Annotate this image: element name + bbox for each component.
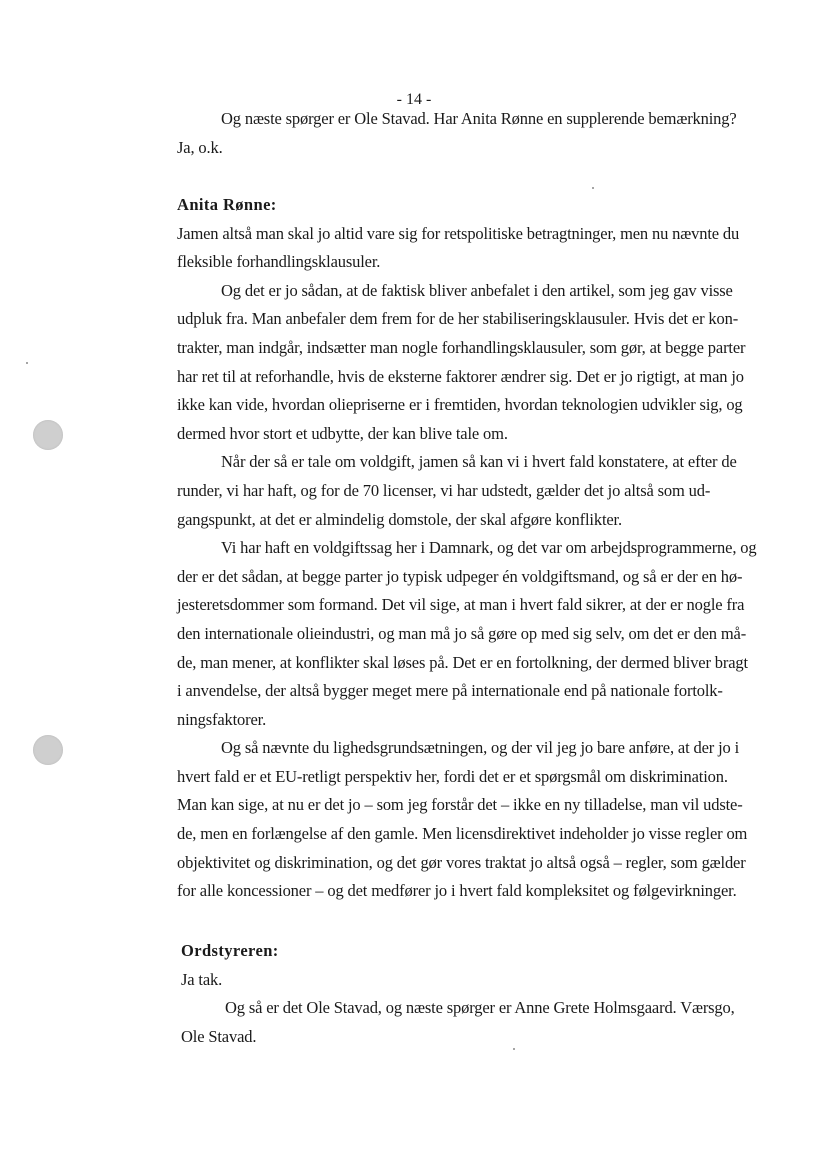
- paragraph-line: ningsfaktorer.: [177, 709, 267, 729]
- paragraph-line: udpluk fra. Man anbefaler dem frem for de her stabiliseringsklausuler. Hvis det er kon-: [177, 309, 739, 329]
- paragraph-line: trakter, man indgår, indsætter man nogle forhandlingsklausuler, som gør, at begge parter: [177, 337, 746, 357]
- paragraph-line: runder, vi har haft, og for de 70 licenser, vi har udstedt, gælder det jo altså som ud-: [177, 480, 711, 500]
- paragraph-line: hvert fald er et EU-retligt perspektiv her, fordi det er et spørgsmål om diskrimination.: [177, 766, 728, 786]
- paragraph-line: Og så er det Ole Stavad, og næste spørger er Anne Grete Holmsgaard. Værsgo,: [225, 998, 735, 1018]
- paragraph-line: Ja tak.: [181, 969, 223, 989]
- paragraph-line: jesteretsdommer som formand. Det vil sige, at man i hvert fald sikrer, at der er nogle fra: [177, 595, 745, 615]
- paragraph-line: Og det er jo sådan, at de faktisk bliver anbefalet i den artikel, som jeg gav visse: [221, 280, 733, 300]
- paragraph-line: Vi har haft en voldgiftssag her i Damnark, og det var om arbejdsprogrammerne, og: [221, 538, 757, 558]
- speaker-heading: Ordstyreren:: [181, 941, 279, 960]
- paragraph-line: for alle koncessioner – og det medfører jo i hvert fald kompleksitet og følgevirkninger.: [177, 881, 737, 901]
- paragraph-line: Og næste spørger er Ole Stavad. Har Anita Rønne en supplerende bemærkning?: [221, 109, 737, 128]
- paragraph-line: gangspunkt, at det er almindelig domstole, der skal afgøre konflikter.: [177, 509, 622, 529]
- paragraph-line: der er det sådan, at begge parter jo typisk udpeger én voldgiftsmand, og så er der en hø-: [177, 566, 743, 586]
- transcript-block-1: [177, 191, 777, 906]
- paragraph-line: Ja, o.k.: [177, 137, 223, 157]
- transcript-block-2: [181, 937, 781, 1051]
- paragraph-line: de, men en forlængelse af den gamle. Men licensdirektivet indeholder jo visse regler om: [177, 824, 748, 844]
- paragraph-line: den internationale olieindustri, og man må jo så gøre op med sig selv, om det er den må-: [177, 623, 747, 643]
- paragraph-line: har ret til at reforhandle, hvis de eksterne faktorer ændrer sig. Det er jo rigtigt, at man jo: [177, 366, 744, 386]
- punch-hole-upper: [33, 420, 63, 450]
- paragraph-line: Når der så er tale om voldgift, jamen så kan vi i hvert fald konstatere, at efter de: [221, 452, 737, 472]
- scan-speck: [26, 362, 28, 364]
- paragraph-line: Og så nævnte du lighedsgrundsætningen, og der vil jeg jo bare anføre, at der jo i: [221, 738, 740, 758]
- speaker-heading: Anita Rønne:: [177, 195, 277, 214]
- transcript-block-0: [177, 105, 777, 162]
- paragraph-line: i anvendelse, der altså bygger meget mere på internationale end på nationale fortolk-: [177, 681, 723, 701]
- paragraph-line: de, man mener, at konflikter skal løses på. Det er en fortolkning, der dermed bliver bragt: [177, 652, 748, 672]
- page-number: - 14 -: [396, 91, 432, 108]
- paragraph-line: objektivitet og diskrimination, og det gør vores traktat jo altså også – regler, som gælder: [177, 852, 746, 872]
- paragraph-line: fleksible forhandlingsklausuler.: [177, 252, 381, 272]
- scan-speck: [592, 187, 594, 189]
- paragraph-line: ikke kan vide, hvordan oliepriserne er i fremtiden, hvordan teknologien udvikler sig, og: [177, 395, 743, 415]
- paragraph-line: dermed hvor stort et udbytte, der kan blive tale om.: [177, 423, 508, 443]
- paragraph-line: Ole Stavad.: [181, 1026, 257, 1046]
- paragraph-line: Man kan sige, at nu er det jo – som jeg forstår det – ikke en ny tilladelse, man vil udste-: [177, 795, 743, 815]
- paragraph-line: Jamen altså man skal jo altid vare sig for retspolitiske betragtninger, men nu nævnte du: [177, 223, 740, 243]
- punch-hole-lower: [33, 735, 63, 765]
